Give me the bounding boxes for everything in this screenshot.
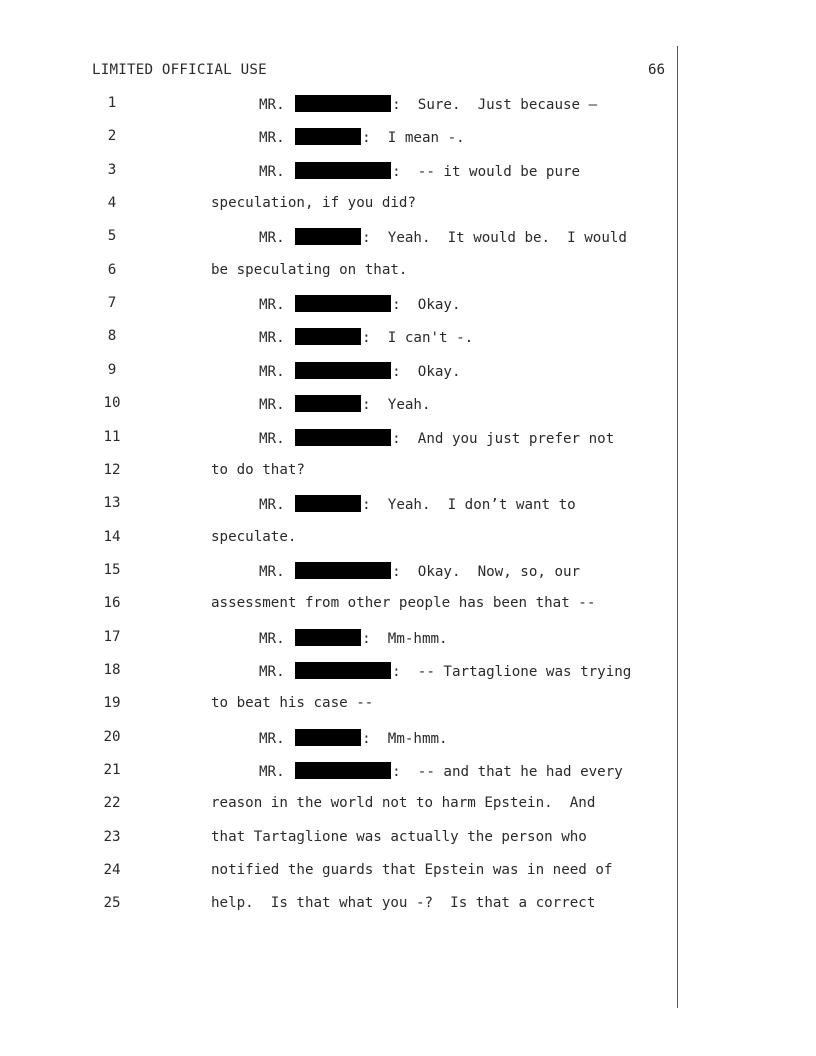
speaker-label: MR. xyxy=(259,497,285,514)
continuation-text: assessment from other people has been that -- xyxy=(211,595,596,612)
speaker-label: MR. xyxy=(259,397,285,414)
speaker-line xyxy=(259,228,627,246)
speaker-line xyxy=(259,429,614,447)
utterance-text: : Yeah. I don’t want to xyxy=(362,497,576,514)
line-number: 21 xyxy=(103,762,121,778)
speaker-label: MR. xyxy=(259,730,285,747)
continuation-text: to beat his case -- xyxy=(211,695,374,712)
utterance-text: : -- it would be pure xyxy=(392,163,581,180)
line-number: 17 xyxy=(103,628,121,645)
line-number: 11 xyxy=(103,428,121,445)
speaker-line xyxy=(259,295,461,313)
line-number: 20 xyxy=(103,728,121,745)
line-number: 12 xyxy=(103,461,121,478)
utterance-text: : -- Tartaglione was trying xyxy=(392,663,632,680)
speaker-line xyxy=(259,362,461,380)
continuation-text: to do that? xyxy=(211,461,305,478)
speaker-label: MR. xyxy=(259,230,285,247)
speaker-label: MR. xyxy=(259,297,285,314)
continuation-text: speculate. xyxy=(211,528,297,545)
redaction-box xyxy=(295,228,361,245)
speaker-line xyxy=(259,162,580,180)
speaker-label: MR. xyxy=(259,663,285,680)
line-number: 24 xyxy=(103,862,121,879)
line-number: 18 xyxy=(103,661,121,678)
speaker-label: MR. xyxy=(259,630,285,647)
speaker-label: MR. xyxy=(259,163,285,180)
speaker-label: MR. xyxy=(259,563,285,580)
redaction-box xyxy=(295,662,391,679)
line-number: 19 xyxy=(103,695,121,712)
line-number: 3 xyxy=(107,161,117,178)
line-number: 2 xyxy=(107,128,117,145)
redaction-box xyxy=(295,162,391,179)
speaker-label: MR. xyxy=(259,97,285,113)
utterance-text: : Yeah. xyxy=(362,397,431,414)
speaker-line xyxy=(259,729,448,747)
utterance-text: : -- and that he had every xyxy=(392,764,623,780)
line-number: 6 xyxy=(107,261,117,278)
line-number: 15 xyxy=(103,561,121,578)
speaker-line xyxy=(259,662,631,680)
redaction-box xyxy=(295,429,391,446)
continuation-text: that Tartaglione was actually the person who xyxy=(211,828,587,845)
speaker-line xyxy=(259,762,623,780)
line-number: 25 xyxy=(103,895,121,912)
redaction-box xyxy=(295,95,391,112)
utterance-text: : Yeah. It would be. I would xyxy=(362,230,627,247)
line-number: 16 xyxy=(103,595,121,612)
utterance-text: : And you just prefer not xyxy=(392,430,615,447)
continuation-text: speculation, if you did? xyxy=(211,195,416,212)
utterance-text: : Okay. xyxy=(392,297,461,314)
redaction-box xyxy=(295,328,361,345)
line-number: 8 xyxy=(107,328,117,345)
speaker-label: MR. xyxy=(259,130,285,147)
continuation-text: be speculating on that. xyxy=(211,261,408,278)
speaker-line xyxy=(259,495,576,513)
utterance-text: : I mean -. xyxy=(362,130,465,147)
redaction-box xyxy=(295,562,391,579)
line-number: 5 xyxy=(107,228,117,245)
utterance-text: : Sure. Just because – xyxy=(392,97,598,113)
utterance-text: : Okay. xyxy=(392,363,461,380)
redaction-box xyxy=(295,362,391,379)
continuation-text: reason in the world not to harm Epstein. And xyxy=(211,795,596,812)
line-number: 7 xyxy=(107,295,117,312)
redaction-box xyxy=(295,295,391,312)
utterance-text: : I can't -. xyxy=(362,330,474,347)
right-margin-rule xyxy=(677,46,678,1008)
utterance-text: : Okay. Now, so, our xyxy=(392,563,581,580)
line-number: 14 xyxy=(103,528,121,545)
classification-header: LIMITED OFFICIAL USE xyxy=(92,62,267,78)
speaker-line xyxy=(259,328,473,346)
speaker-label: MR. xyxy=(259,764,285,780)
line-number: 13 xyxy=(103,495,121,512)
line-number: 4 xyxy=(107,195,117,212)
line-number: 1 xyxy=(107,95,117,111)
speaker-line xyxy=(259,562,580,580)
line-number: 10 xyxy=(103,395,121,412)
continuation-text: help. Is that what you -? Is that a correct xyxy=(211,895,596,912)
utterance-text: : Mm-hmm. xyxy=(362,730,448,747)
line-number: 22 xyxy=(103,795,121,812)
redaction-box xyxy=(295,629,361,646)
speaker-label: MR. xyxy=(259,330,285,347)
redaction-box xyxy=(295,762,391,779)
speaker-label: MR. xyxy=(259,430,285,447)
line-number: 23 xyxy=(103,828,121,845)
speaker-line xyxy=(259,128,465,146)
speaker-line xyxy=(259,629,448,647)
continuation-text: notified the guards that Epstein was in need of xyxy=(211,862,613,879)
redaction-box xyxy=(295,128,361,145)
line-number: 9 xyxy=(107,361,117,378)
speaker-line xyxy=(259,395,431,413)
redaction-box xyxy=(295,495,361,512)
speaker-line xyxy=(259,95,597,113)
utterance-text: : Mm-hmm. xyxy=(362,630,448,647)
speaker-label: MR. xyxy=(259,363,285,380)
page-number: 66 xyxy=(648,62,666,78)
redaction-box xyxy=(295,729,361,746)
redaction-box xyxy=(295,395,361,412)
